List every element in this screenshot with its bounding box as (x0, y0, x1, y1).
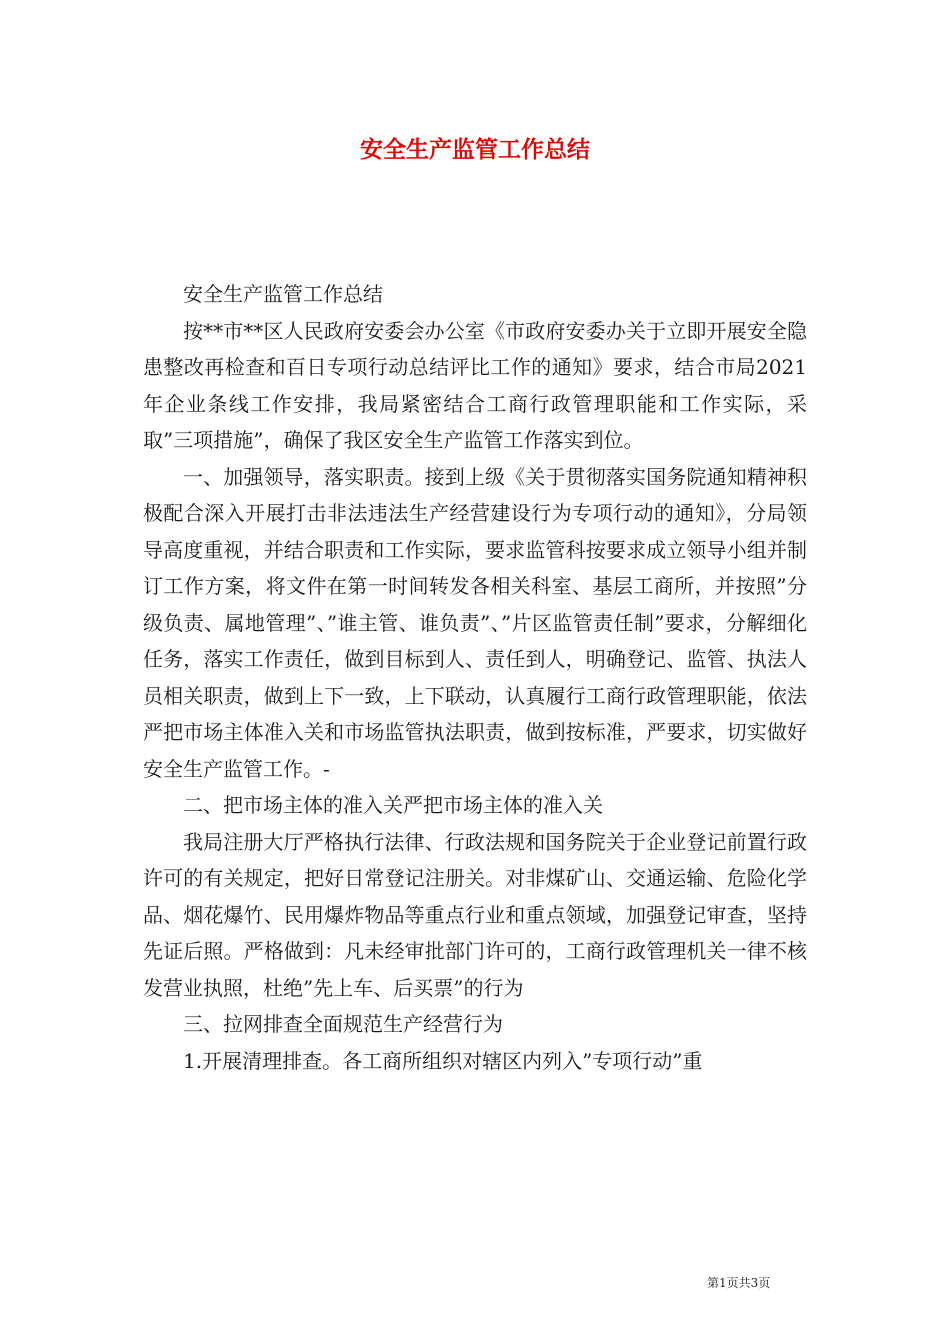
paragraph-heading: 安全生产监管工作总结 (183, 282, 383, 306)
paragraph-intro: 按**市**区人民政府安委会办公室《市政府安委办关于立即开展安全隐患整改再检查和百日专项行动总结评比工作的通知》要求，结合市局2021年企业条线工作安排，我局紧密结合工商行政管理职能和工作实际，采取”三项措施”，确保了我区安全生产监管工作落实到位。 (143, 318, 807, 452)
paragraph-section-3-item-1: 1.开展清理排查。各工商所组织对辖区内列入”专项行动”重 (183, 1048, 703, 1073)
section-3-heading: 三、拉网排查全面规范生产经营行为 (183, 1012, 503, 1036)
paragraph-section-1: 一、加强领导，落实职责。接到上级《关于贯彻落实国务院通知精神积极配合深入开展打击非法违法生产经营建设行为专项行动的通知》，分局领导高度重视，并结合职责和工作实际，要求监管科按要求成立领导小组并制订工作方案，将文件在第一时间转发各相关科室、基层工商所，并按照”分级负责、属地管理”、”谁主管、谁负责”、”片区监管责任制”要求，分解细化任务，落实工作责任，做到目标到人、责任到人，明确登记、监管、执法人员相关职责，做到上下一致，上下联动，认真履行工商行政管理职能，依法严把市场主体准入关和市场监管执法职责，做到按标准，严要求，切实做好安全生产监管工作。- (143, 464, 807, 781)
section-2-heading: 二、把市场主体的准入关严把市场主体的准入关 (183, 793, 603, 817)
page-number: 第1页共3页 (707, 1276, 771, 1290)
document-title: 安全生产监管工作总结 (360, 136, 590, 163)
paragraph-section-2: 我局注册大厅严格执行法律、行政法规和国务院关于企业登记前置行政许可的有关规定，把好日常登记注册关。对非煤矿山、交通运输、危险化学品、烟花爆竹、民用爆炸物品等重点行业和重点领域，加强登记审查，坚持先证后照。严格做到：凡未经审批部门许可的，工商行政管理机关一律不核发营业执照，杜绝”先上车、后买票”的行为 (143, 829, 807, 1000)
document-body (143, 276, 807, 1079)
